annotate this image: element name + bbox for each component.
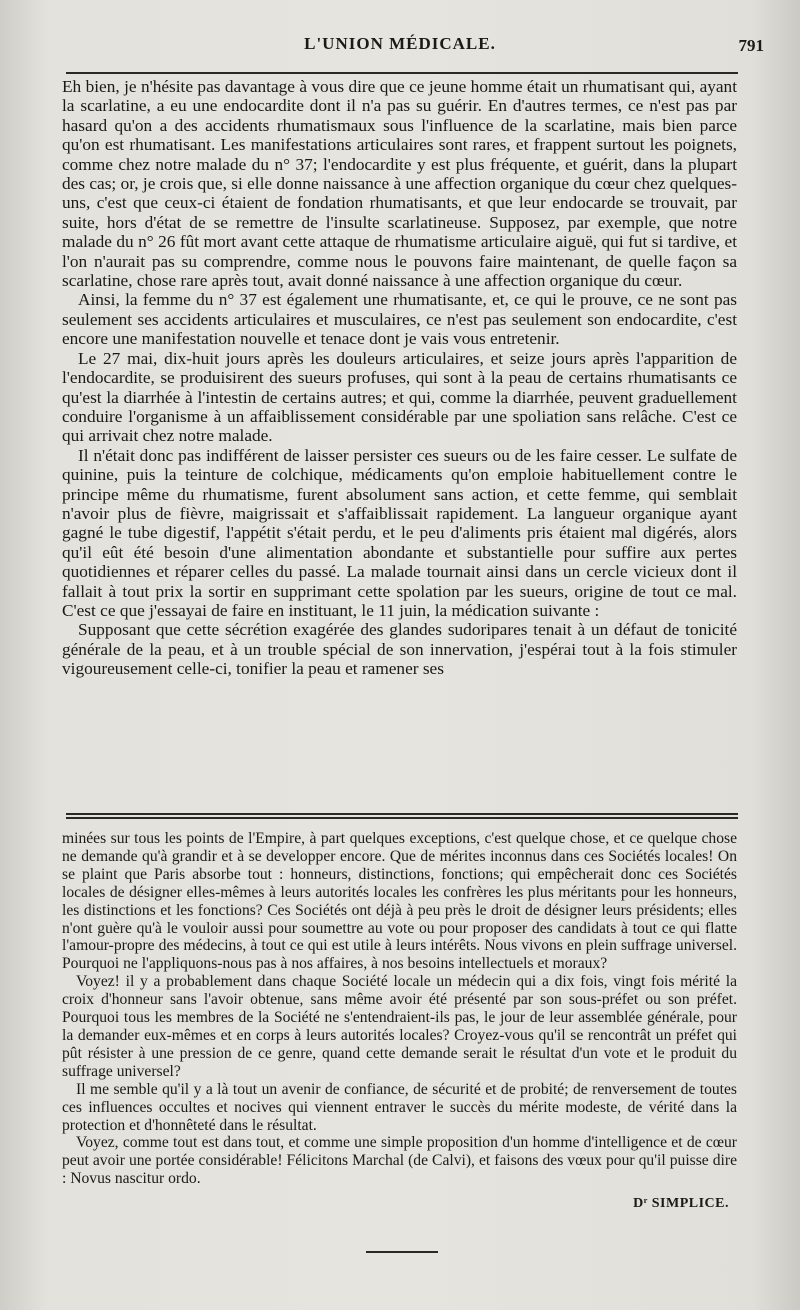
feuilleton-paragraph: Voyez! il y a probablement dans chaque Société locale un médecin qui a dix fois, vingt fois mérité la croix d'honneur sans l'avoir obtenue, sans même avoir été présenté par son sous-préfet ou son préfet. Pourquoi tous les membres de la Société ne s'entendraient-ils pas, le jour de leur assemblée générale, pour la demander eux-mêmes et en corps à leurs autorités locales? Croyez-vous qu'il se rencontrât un préfet qui pût résister à une pression de ce genre, quand cette demande serait le résultat d'un vote et le produit du suffrage universel? [62,973,737,1080]
feuilleton-paragraph: minées sur tous les points de l'Empire, à part quelques exceptions, c'est quelque chose, et ce quelque chose ne demande qu'à grandir et à se developper encore. Que de mérites inconnus dans ces Sociétés locales! On se plaint que Paris absorbe tout : honneurs, distinctions, fonctions; qui empêcherait donc ces Sociétés locales de désigner elles-mêmes à leurs autorités locales les confrères les plus méritants pour les honneurs, les distinctions et les fonctions? Ces Sociétés ont déjà à peu près le droit de désigner leurs présidents; elles n'ont guère qu'à le vouloir aussi pour soumettre au vote ou pour proposer des candidats à tout ce qui flatte l'amour-propre des médecins, à tout ce qui est utile à leurs intérêts. Nous vivons en plein suffrage universel. Pourquoi ne l'appliquons-nous pas à nos affaires, à nos besoins intellectuels et moraux? [62,830,737,973]
body-paragraph: Ainsi, la femme du n° 37 est également une rhumatisante, et, ce qui le prouve, ce ne sont pas seulement ses accidents articulaires et musculaires, ce n'est pas seulement son endocardite, c'est encore une manifestation nouvelle et tenace dont je vais vous entretenir. [62,290,737,349]
end-rule [366,1251,438,1253]
body-paragraph: Supposant que cette sécrétion exagérée des glandes sudoripares tenait à un défaut de tonicité générale de la peau, et à un trouble spécial de son innervation, j'espérai tout à la fois stimuler vigoureusement celle-ci, tonifier la peau et ramener ses [62,620,737,679]
article-body [62,77,737,679]
body-paragraph: Eh bien, je n'hésite pas davantage à vous dire que ce jeune homme était un rhumatisant qui, ayant la scarlatine, a eu une endocardite dont il n'a pas su guérir. En d'autres termes, ce n'est pas par hasard qu'on a des accidents rhumatismaux sous l'influence de la scarlatine, mais bien parce qu'on est rhumatisant. Les manifestations articulaires sont rares, et frappent surtout les poignets, comme chez notre malade du n° 37; l'endocardite y est plus fréquente, et guérit, dans la plupart des cas; or, je crois que, si elle donne naissance à une affection organique du cœur chez quelques-uns, c'est que ceux-ci étaient de fondation rhumatisants, et que leur endocarde se trouvait, par suite, hors d'état de se remettre de l'insulte scarlatineuse. Supposez, par exemple, que notre malade du n° 26 fût mort avant cette attaque de rhumatisme articulaire aiguë, qui fut si tardive, et l'on n'aurait pas su comprendre, comme nous le pouvons faire maintenant, de quelle façon sa scarlatine, chose rare après tout, avait donné naissance à une affection organique du cœur. [62,77,737,291]
author-signature: Dʳ SIMPLICE. [633,1196,729,1212]
body-paragraph: Le 27 mai, dix-huit jours après les douleurs articulaires, et seize jours après l'apparition de l'endocardite, se produisirent des sueurs profuses, qui sont à la peau de certains rhumatisants ce qu'est la diarrhée à l'intestin de certains autres; et qui, comme la diarrhée, peuvent graduellement conduire l'organisme à un affaiblissement considérable par une spoliation sans relâche. C'est ce qui arrivait chez notre malade. [62,348,737,446]
feuilleton-separator [66,813,738,819]
feuilleton-paragraph: Il me semble qu'il y a là tout un avenir de confiance, de sécurité et de probité; de renversement de toutes ces influences occultes et nocives qui viennent entraver le succès du mérite modeste, de vérité dans la protection et d'honnêteté dans le résultat. [62,1080,737,1134]
header-rule [66,72,738,74]
page-header [0,34,800,64]
body-paragraph: Il n'était donc pas indifférent de laisser persister ces sueurs ou de les faire cesser. Le sulfate de quinine, puis la teinture de colchique, médicaments qu'on emploie habituellement contre le principe même du rhumatisme, furent absolument sans action, et cette femme, qui semblait n'avoir plus de fièvre, maigrissait et s'affaiblissait rapidement. La langueur organique ayant gagné le tube digestif, l'appétit s'était perdu, et le peu d'aliments pris étaient mal digérés, alors qu'il eût été besoin d'une alimentation abondante et substantielle pour suffire aux pertes quotidiennes et réparer celles du passé. La malade tournait ainsi dans un cercle vicieux dont il fallait à tout prix la sortir en supprimant cette spolation par les sueurs, origine de tout ce mal. C'est ce que j'essayai de faire en instituant, le 11 juin, la médication suivante : [62,445,737,620]
page-number: 791 [738,36,764,55]
running-title: L'UNION MÉDICALE. [304,34,496,53]
feuilleton-paragraph: Voyez, comme tout est dans tout, et comme une simple proposition d'un homme d'intelligence et de cœur peut avoir une portée considérable! Félicitons Marchal (de Calvi), et faisons des vœux pour qu'il puisse dire : Novus nascitur ordo. [62,1134,737,1188]
feuilleton [62,830,737,1212]
